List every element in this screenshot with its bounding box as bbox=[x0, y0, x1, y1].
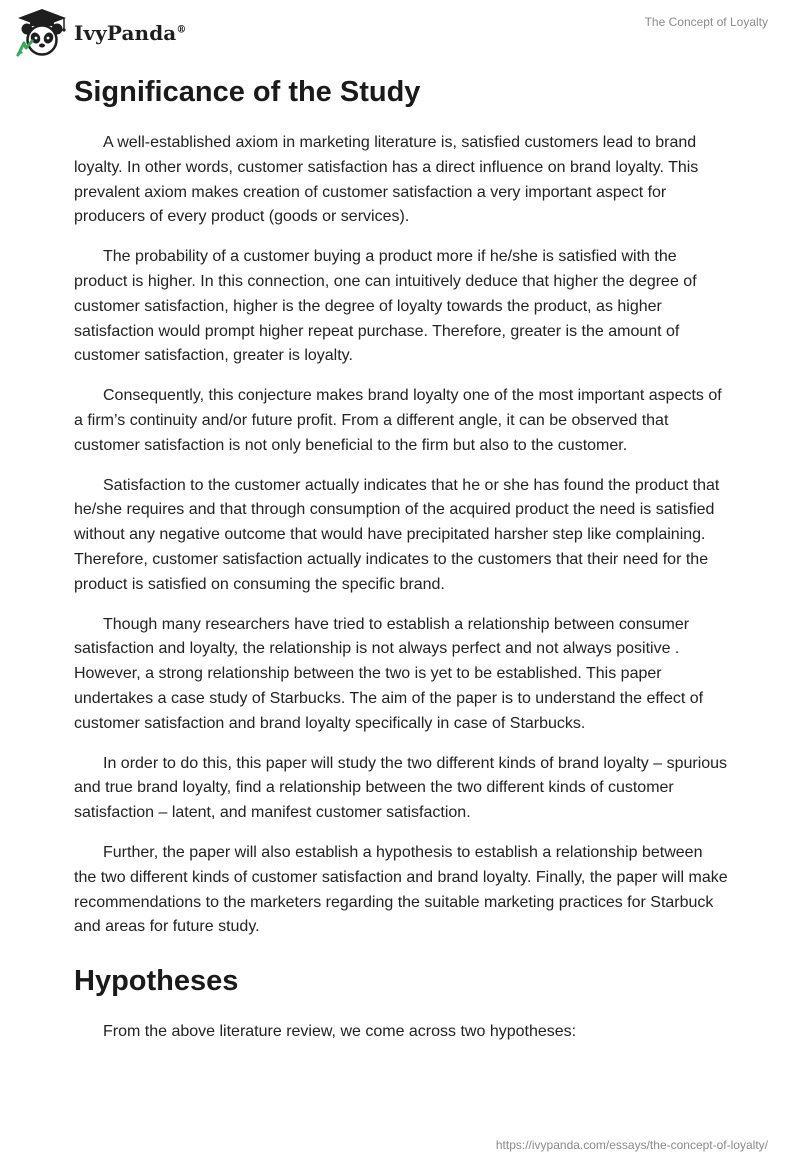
page-header bbox=[0, 0, 800, 60]
essay-body bbox=[74, 75, 728, 1060]
paragraph: A well-established axiom in marketing literature is, satisfied customers lead to brand loyalty. In other words, customer satisfaction has a direct influence on brand loyalty. This prevalent axiom makes creation of customer satisfaction a very important aspect for producers of every product (goods or services). bbox=[74, 134, 699, 226]
paragraph: In order to do this, this paper will study the two different kinds of brand loyalty – spurious and true brand loyalty, find a relationship between the two different kinds of customer satisfaction – latent, and manifest customer satisfaction. bbox=[74, 754, 728, 822]
paragraph: The probability of a customer buying a product more if he/she is satisfied with the product is higher. In this connection, one can intuitively deduce that higher the degree of customer satisfaction, higher is the degree of loyalty towards the product, as higher satisfaction would prompt higher repeat purchase. Therefore, greater is the amount of customer satisfaction, greater is loyalty. bbox=[74, 248, 697, 365]
paragraph: From the above literature review, we come across two hypotheses: bbox=[103, 1023, 577, 1041]
section-heading-significance: Significance of the Study bbox=[74, 76, 421, 108]
paragraph: Further, the paper will also establish a hypothesis to establish a relationship between the two different kinds of customer satisfaction and brand loyalty. Finally, the paper will make recommendations to the marketers regarding the suitable marketing practices for Starbuck and areas for future study. bbox=[74, 843, 728, 936]
paragraph: Though many researchers have tried to establish a relationship between consumer satisfaction and loyalty, the relationship is not always perfect and not always positive . However, a strong relationship between the two is yet to be established. This paper undertakes a case study of Starbucks. The aim of the paper is to understand the effect of customer satisfaction and brand loyalty specifically in case of Starbucks. bbox=[74, 615, 704, 732]
source-url-link[interactable]: https://ivypanda.com/essays/the-concept-of-loyalty/ bbox=[495, 1138, 768, 1152]
paragraph: Consequently, this conjecture makes brand loyalty one of the most important aspects of a firm’s continuity and/or future profit. From a different angle, it can be observed that customer satisfaction is not only beneficial to the firm but also to the customer. bbox=[74, 387, 722, 454]
paragraph: Satisfaction to the customer actually indicates that he or she has found the product that he/she requires and that through consumption of the acquired product the need is satisfied without any negative outcome that would have precipitated harsher step like complaining. Therefore, customer satisfaction actually indicates to the customers that their need for the product is satisfied on consuming the specific brand. bbox=[74, 476, 720, 593]
section-heading-hypotheses: Hypotheses bbox=[74, 965, 239, 998]
panda-mascot-icon bbox=[14, 7, 70, 57]
brand-logo[interactable] bbox=[14, 7, 186, 57]
running-title: The Concept of Loyalty bbox=[644, 15, 768, 29]
brand-name: IvyPanda® bbox=[74, 21, 187, 45]
